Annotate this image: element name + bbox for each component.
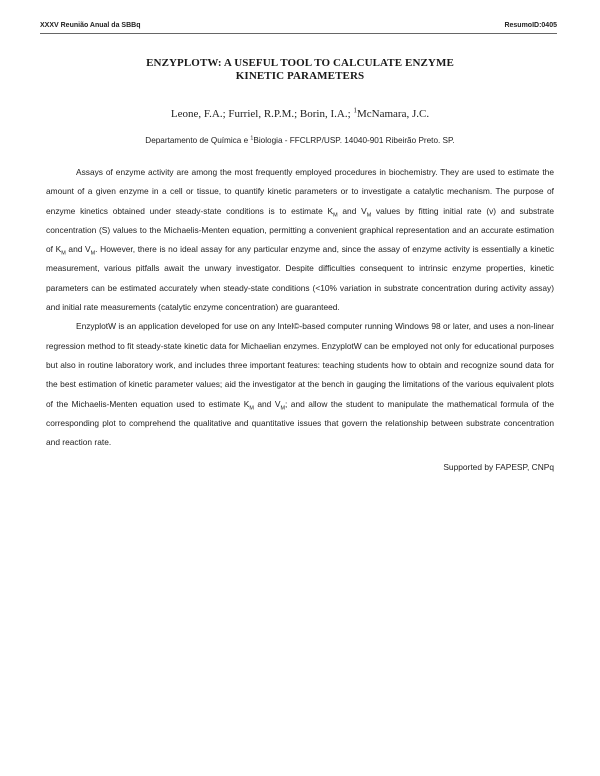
p1-text-2: and V xyxy=(337,205,367,216)
p1-sub-4: M xyxy=(90,250,96,257)
p2-sub-1: M xyxy=(249,405,254,412)
author-1: Leone, F.A.; xyxy=(170,108,226,120)
p1-text-1: Assays of enzyme activity are among the most frequently employed procedures in biochemistry. They are used to estimate the amount of a given enzyme in a cell or tissue, to quantify kinetic parameters or to investigate a catalytic mechanism. The purpose of enzyme kinetics obtained under steady-state conditions is to estimate K xyxy=(46,167,554,216)
p1-text-4: and V xyxy=(65,244,91,255)
affiliation-part-2: Biologia - FFCLRP/USP. 14040-901 Ribeirão Preto. SP. xyxy=(253,136,455,145)
p2-sub-2: M xyxy=(280,405,285,412)
author-4-affiliation-mark: 1 xyxy=(353,106,357,115)
funding-note: Supported by FAPESP, CNPq xyxy=(443,462,554,472)
p2-text-3: ; and allow the student to manipulate the mathematical formula of the corresponding plot to comprehend the qualitative and quantitative issues that govern the relationship between substrate concentration and reaction rate. xyxy=(46,398,554,448)
abstract-id: ResumoID:0405 xyxy=(504,22,557,29)
p1-sub-3: M xyxy=(61,250,66,257)
p1-sub-1: M xyxy=(333,212,338,219)
p2-text-1: EnzyplotW is an application developed for use on any Intel©-based computer running Windows 98 or later, and uses a non-linear regression method to fit steady-state kinetic data for Michaelian enzymes. EnzyplotW can be employed not only for educational purposes but also in routine laboratory work, and includes three important features: teaching students how to obtain and recognize sound data for the best estimation of kinetic parameter values; aid the investigator at the bench in gauging the limitations of the various equivalent plots of the Michaelis-Menten equation used to estimate K xyxy=(46,321,554,409)
p1-text-3: values by fitting initial rate (v) and substrate concentration (S) values to the Michaelis-Menten equation, permitting a convenient graphical representation and an accurate estimation of K xyxy=(46,205,554,255)
paragraph-1 xyxy=(46,163,554,317)
title-line-1: ENZYPLOTW: A USEFUL TOOL TO CALCULATE ENZYME xyxy=(146,57,454,69)
p2-text-2: and V xyxy=(253,398,281,409)
author-3: Borin, I.A.; xyxy=(299,108,351,120)
page-header xyxy=(40,21,557,34)
affiliation-mark: 1 xyxy=(250,135,254,142)
title-line-2: KINETIC PARAMETERS xyxy=(235,70,365,82)
p1-sub-2: M xyxy=(366,212,372,219)
abstract-body xyxy=(46,163,554,452)
paragraph-2 xyxy=(46,317,554,452)
author-4: McNamara, J.C. xyxy=(356,108,430,120)
author-2: Furriel, R.P.M.; xyxy=(228,108,298,120)
affiliation xyxy=(0,136,600,145)
affiliation-part-1: Departamento de Química e xyxy=(145,136,249,145)
abstract-title xyxy=(0,57,600,83)
meeting-name: XXXV Reunião Anual da SBBq xyxy=(40,22,141,29)
p1-text-5: . However, there is no ideal assay for any particular enzyme and, since the assay of enzyme activity is essentially a kinetic measurement, various pitfalls await the unwary investigator. Despite difficulties consequent to intrinsic enzyme properties, kinetic parameters can be estimated accurately when steady-state conditions (<10% variation in substrate concentration during activity assay) and initial rate measurements (catalytic enzyme concentration) are guaranteed. xyxy=(46,244,555,313)
author-list xyxy=(0,108,600,120)
